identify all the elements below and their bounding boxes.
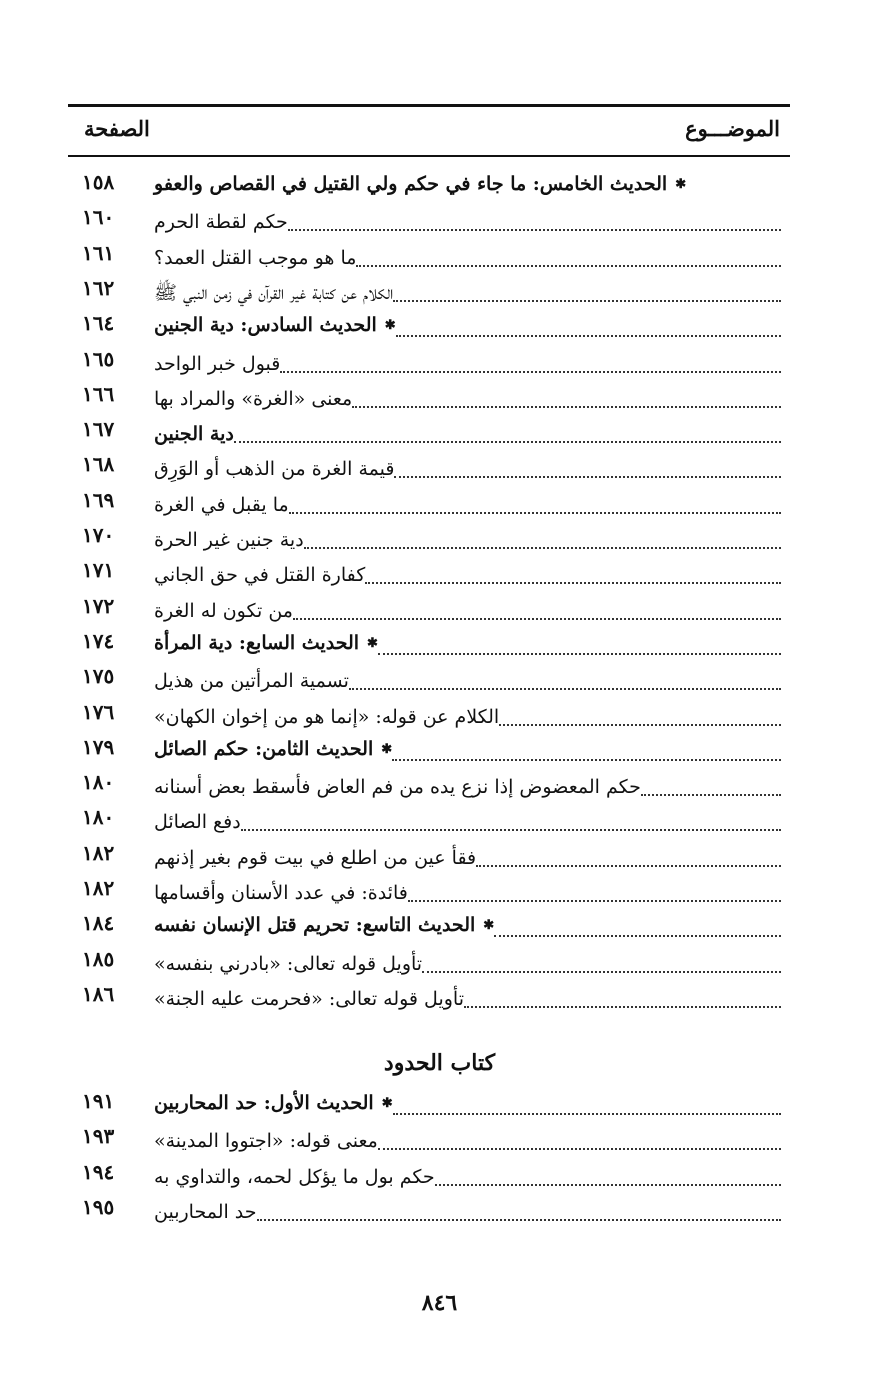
dot-leader	[476, 865, 781, 867]
toc-entry-page: ١٩٥	[82, 1194, 115, 1219]
dot-leader	[422, 971, 781, 973]
toc-entry	[0, 839, 879, 875]
toc-entry-page: ١٦٧	[82, 417, 115, 442]
toc-entry-title: الحديث الثامن: حكم الصائل	[154, 737, 374, 760]
topic-column-heading: الموضـــوع	[685, 116, 780, 141]
toc-entry-title: الحديث الخامس: ما جاء في حكم ولي القتيل في القصاص والعفو	[154, 173, 668, 195]
toc-entry	[0, 662, 879, 698]
toc-entry	[0, 1158, 879, 1194]
toc-entry	[0, 803, 879, 839]
toc-entry	[0, 1193, 879, 1229]
toc-entry-title: دية جنين غير الحرة	[154, 529, 304, 551]
dot-leader	[435, 1184, 781, 1186]
dot-leader	[280, 371, 781, 373]
section-title: كتاب الحدود	[383, 1050, 496, 1076]
toc-entry-title: تأويل قوله تعالى: «بادرني بنفسه»	[154, 952, 423, 975]
toc-entry-title: حكم المعضوض إذا نزع يده من فم العاض فأسقط بعض أسنانه	[154, 776, 641, 799]
dot-leader	[289, 512, 781, 514]
dot-leader	[378, 653, 781, 655]
toc-entry-page: ١٦٦	[82, 381, 115, 406]
toc-entry-page: ١٨٦	[82, 981, 115, 1006]
toc-entry-title: فائدة: في عدد الأسنان وأقسامها	[154, 882, 408, 904]
toc-entry-page: ١٦٨	[82, 452, 115, 477]
toc-entry	[0, 1087, 879, 1123]
toc-entry-title: من تكون له الغرة	[154, 599, 293, 622]
toc-entry	[0, 486, 879, 522]
toc-entry-page: ١٥٨	[82, 170, 115, 194]
entry-marker-icon: ✱	[367, 635, 378, 651]
toc-entry	[0, 909, 879, 945]
toc-entry-page: ١٧٠	[82, 523, 115, 547]
dot-leader	[378, 1148, 781, 1150]
dot-leader	[408, 900, 781, 902]
dot-leader	[356, 265, 781, 267]
toc-entry-title: كفارة القتل في حق الجاني	[154, 564, 366, 587]
dot-leader	[349, 688, 781, 690]
toc-entry	[0, 168, 879, 204]
dot-leader	[494, 935, 781, 937]
dot-leader	[257, 1219, 781, 1221]
toc-entry-page: ١٨٢	[82, 840, 115, 865]
toc-entry-page: ١٦٩	[82, 487, 115, 512]
toc-entry-page: ١٧٢	[82, 593, 115, 618]
dot-leader	[293, 618, 781, 620]
header-rule	[68, 155, 790, 157]
top-rule	[68, 104, 790, 107]
dot-leader	[304, 547, 781, 549]
toc-entry	[0, 380, 879, 416]
entry-marker-icon: ✱	[381, 1096, 393, 1111]
toc-entry-page: ١٦٢	[82, 275, 115, 300]
toc-entry-page: ١٧٩	[82, 734, 115, 759]
entry-marker-icon: ✱	[675, 177, 687, 192]
dot-leader	[393, 300, 781, 302]
toc-entry	[0, 345, 879, 381]
toc-entry-page: ١٨٢	[82, 876, 115, 900]
toc-entry-page: ١٩٤	[82, 1159, 115, 1184]
toc-entry	[0, 415, 879, 451]
dot-leader	[288, 229, 781, 231]
dot-leader	[234, 441, 781, 443]
toc-entry-page: ١٦٥	[82, 346, 115, 371]
toc-entry-title: الحديث التاسع: تحريم قتل الإنسان نفسه	[154, 914, 476, 937]
entry-marker-icon: ✱	[381, 741, 393, 757]
toc-entry-page: ١٧٥	[82, 664, 115, 689]
toc-entry-page: ١٧٦	[82, 699, 115, 724]
toc-entry-page: ١٨٠	[82, 805, 115, 830]
toc-entry	[0, 521, 879, 557]
toc-entry-title: معنى «الغرة» والمراد بها	[154, 387, 353, 410]
dot-leader	[392, 759, 781, 761]
toc-entry	[0, 203, 879, 239]
toc-entry-title: معنى قوله: «اجتووا المدينة»	[154, 1130, 378, 1153]
entry-marker-icon: ✱	[483, 918, 495, 934]
toc-entry-page: ١٨٠	[82, 770, 115, 795]
toc-entry-title: تأويل قوله تعالى: «فحرمت عليه الجنة»	[154, 987, 464, 1010]
dot-leader	[641, 794, 781, 796]
toc-entry-title: الحديث الأول: حد المحاربين	[154, 1092, 374, 1114]
toc-entry-title: دفع الصائل	[154, 811, 241, 834]
toc-entry	[0, 945, 879, 981]
toc-entry-title: دية الجنين	[154, 423, 234, 446]
page-number: ٨٤٦	[421, 1290, 458, 1316]
page-column-heading: الصفحة	[84, 116, 150, 141]
toc-entry-title: ما يقبل في الغرة	[154, 493, 289, 516]
dot-leader	[499, 724, 781, 726]
toc-entry	[0, 1122, 879, 1158]
toc-entry-title: حكم بول ما يؤكل لحمه، والتداوي به	[154, 1165, 435, 1188]
toc-entry-title: حد المحاربين	[154, 1200, 257, 1223]
toc-entry	[0, 768, 879, 804]
entry-marker-icon: ✱	[384, 318, 396, 334]
dot-leader	[241, 829, 781, 831]
dot-leader	[464, 1006, 781, 1008]
toc-entry	[0, 274, 879, 310]
dot-leader	[396, 335, 781, 337]
toc-entry	[0, 698, 879, 734]
toc-entry	[0, 309, 879, 345]
dot-leader	[394, 476, 781, 478]
toc-entry-title: الحديث السابع: دية المرأة	[154, 631, 360, 654]
toc-entry-page: ١٩١	[82, 1089, 115, 1113]
toc-entry	[0, 733, 879, 769]
toc-entry-page: ١٩٣	[82, 1124, 115, 1149]
toc-entry-page: ١٦١	[82, 240, 115, 265]
toc-entry-title: فقأ عين من اطلع في بيت قوم بغير إذنهم	[154, 846, 477, 869]
toc-entry-page: ١٨٥	[82, 946, 115, 971]
toc-entry	[0, 556, 879, 592]
toc-entry	[0, 874, 879, 910]
toc-entry	[0, 627, 879, 663]
toc-entry-title: تسمية المرأتين من هذيل	[154, 670, 349, 693]
toc-entry	[0, 980, 879, 1016]
toc-entry-title: حكم لقطة الحرم	[154, 211, 288, 234]
toc-entry-page: ١٦٠	[82, 205, 115, 230]
toc-entry-page: ١٧١	[82, 558, 115, 583]
toc-entry-page: ١٨٤	[82, 911, 115, 936]
toc-entry-title: الكلام عن قوله: «إنما هو من إخوان الكهان»	[154, 705, 500, 728]
dot-leader	[393, 1113, 781, 1115]
toc-entry-title: ما هو موجب القتل العمد؟	[154, 246, 357, 269]
dot-leader	[365, 582, 781, 584]
toc-entry-title: قيمة الغرة من الذهب أو الوَرِق	[154, 458, 395, 481]
toc-entry-title: الحديث السادس: دية الجنين	[154, 314, 377, 337]
toc-entry	[0, 450, 879, 486]
toc-header	[68, 112, 790, 150]
toc-entry-page: ١٦٤	[82, 311, 115, 336]
toc-entry-title: الكلام عن كتابة غير القرآن في زمن النبي ﷺ	[154, 281, 394, 304]
toc-entry-page: ١٧٤	[82, 628, 115, 653]
toc-entry-title: قبول خبر الواحد	[154, 352, 281, 375]
dot-leader	[352, 406, 781, 408]
toc-entry	[0, 592, 879, 628]
toc-entry	[0, 239, 879, 275]
